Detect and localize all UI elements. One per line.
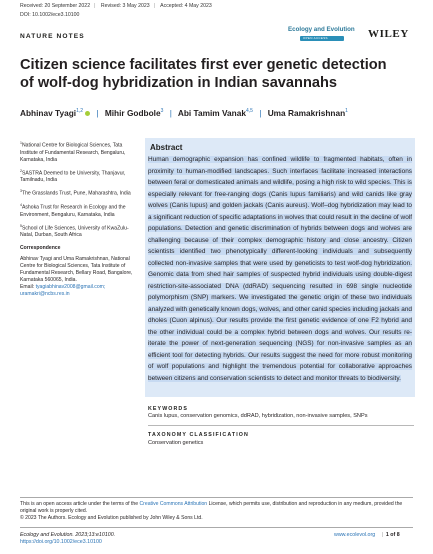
taxonomy-text: Conservation genetics: [148, 440, 204, 446]
abstract-body: Human demographic expansion has confined wildlife to fragmented habitats, often in proximity to human-modified landscapes. Such interfaces facilitate increased interactions between feral or domesticated animals and wildlife, posing a high risk to wild species. This is especially relevant for free-ranging dogs (Canis lupus familiaris) and wild canids like gray wolves (Canis lupus) and golden jackals (Canis aureus). Wolf–dog hybridization may lead to a significant reduction of specific adaptations in wolves that could result in the decline of wolf populations. Detection and genetic discrimination of hybrids between dogs and wolves are challenging because of their complex demographic history and close ancestry. Citizen scientists identified two phenotypically different-looking individuals and subsequently collected non-invasive samples that were used by geneticists to test wolf-dog hybridization. Genomic data from shed hair samples of suspected hybrid individuals using double-digest restriction-site-associated DNA (ddRAD) sequencing resulted in 698 single nucleotide polymorphism (SNP) markers. We investigated the genetic origin of these two individuals analyzed with genetically known dogs, wolves, and other canid species including jackals and dholes (Cuon alpinus). Our results provide the first genetic evidence of one F2 hybrid and the other individual could be a complex hybrid between dogs and wolves. Our results re-iterate the power of next-generation sequencing (NGS) for non-invasive samples as an efficient tool for detecting hybrids. Our results suggest the need for more robust monitoring of wolf populations and highlight the tremendous potential for collaborative approaches between citizens and conservation scientists to detect and monitor threats to biodiversity.: [148, 156, 412, 382]
open-access-badge: [300, 36, 344, 41]
doi[interactable]: DOI: 10.1002/ece3.10100: [20, 12, 80, 18]
author-list: Abhinav Tyagi$^{1,2}$ | Mihir Godbole$^3$ | Abi Tamim Vanak$^{4,5}$ | Uma Ramakrishnan$^1$: [20, 108, 348, 118]
author-affiliation-ref: 4,5: [245, 108, 253, 115]
journal-citation: Ecology and Evolution. 2023;13:e10100.: [20, 532, 116, 538]
copyright: © 2023 The Authors. Ecology and Evolution published by John Wiley & Sons Ltd.: [20, 515, 203, 522]
email-link[interactable]: tyagiabhinav2008@gmail.com;: [35, 284, 106, 291]
site-link[interactable]: www.ecolevol.org: [334, 532, 376, 538]
accepted-date: Accepted: 4 May 2023: [160, 3, 212, 9]
affiliation: $^5$School of Life Sciences, University of KwaZulu-Natal, Durban, South Africa: [20, 223, 129, 239]
open-access-label: OPEN ACCESS: [303, 36, 328, 40]
author-name[interactable]: Uma Ramakrishnan: [267, 108, 346, 118]
article-dates: Received: 20 September 2022 | Revised: 3 May 2023 | Accepted: 4 May 2023: [20, 3, 212, 9]
publisher-logo[interactable]: WILEY: [368, 28, 409, 40]
affiliation: $^3$The Grasslands Trust, Pune, Maharashtra, India: [20, 189, 131, 198]
correspondence-text: Abhinav Tyagi and Uma Ramakrishnan, National Centre for Biological Sciences, Tata Institute of Fundamental Research, Bellary Road, Bangalore, Karnataka 560065, India. Email: tyagiabhinav2008@gmail.com; uramakri@ncbs.res.in: [20, 256, 133, 298]
orcid-icon[interactable]: [85, 111, 90, 116]
affiliation: $^2$SASTRA Deemed to be University, Thanjavur, Tamilnadu, India: [20, 168, 126, 184]
author-affiliation-ref: 1: [345, 108, 348, 115]
affiliation: $^1$National Centre for Biological Sciences, Tata Institute of Fundamental Research, Bengaluru, Karnataka, India: [20, 141, 126, 163]
journal-logo[interactable]: [288, 26, 355, 33]
email-link[interactable]: uramakri@ncbs.res.in: [20, 291, 70, 298]
author-affiliation-ref: 3: [160, 108, 164, 115]
author-name[interactable]: Abhinav Tyagi: [20, 108, 77, 118]
article-title: Citizen science facilitates first ever genetic detection of wolf-dog hybridization in Indian savannahs: [20, 57, 387, 91]
affiliations: [20, 140, 140, 302]
license-link[interactable]: Creative Commons Attribution: [139, 501, 208, 507]
received-date: Received: 20 September 2022: [20, 3, 91, 9]
abstract-heading: Abstract: [150, 143, 183, 152]
divider: [20, 497, 413, 498]
license-text: This is an open access article under the terms of the Creative Commons Attribution License, which permits use, distribution and reproduction in any medium, provided the original work is properly cited. © 2023 The Authors. Ecology and Evolution published by John Wiley & Sons Ltd.: [20, 501, 403, 522]
taxonomy-heading: TAXONOMY CLASSIFICATION: [148, 432, 249, 438]
author-name[interactable]: Mihir Godbole: [104, 108, 161, 118]
abstract-text: [148, 154, 412, 384]
correspondence-heading: Correspondence: [20, 245, 61, 252]
divider: [20, 527, 413, 528]
journal-name: Ecology and Evolution: [288, 26, 355, 33]
affiliation: $^4$Ashoka Trust for Research in Ecology and the Environment, Bengaluru, Karnataka, India: [20, 203, 126, 218]
keywords-text: Canis lupus, conservation genomics, ddRAD, hybridization, non-invasive samples, SNPs: [148, 413, 368, 419]
author-affiliation-ref: 1,2: [76, 108, 84, 115]
doi-link[interactable]: https://doi.org/10.1002/ece3.10100: [20, 539, 102, 545]
author-name[interactable]: Abi Tamim Vanak: [177, 108, 246, 118]
divider: [148, 425, 414, 426]
revised-date: Revised: 3 May 2023: [100, 3, 150, 9]
page-number: | 1 of 8: [382, 532, 400, 538]
keywords-heading: KEYWORDS: [148, 406, 188, 412]
section-label: NATURE NOTES: [20, 33, 85, 40]
